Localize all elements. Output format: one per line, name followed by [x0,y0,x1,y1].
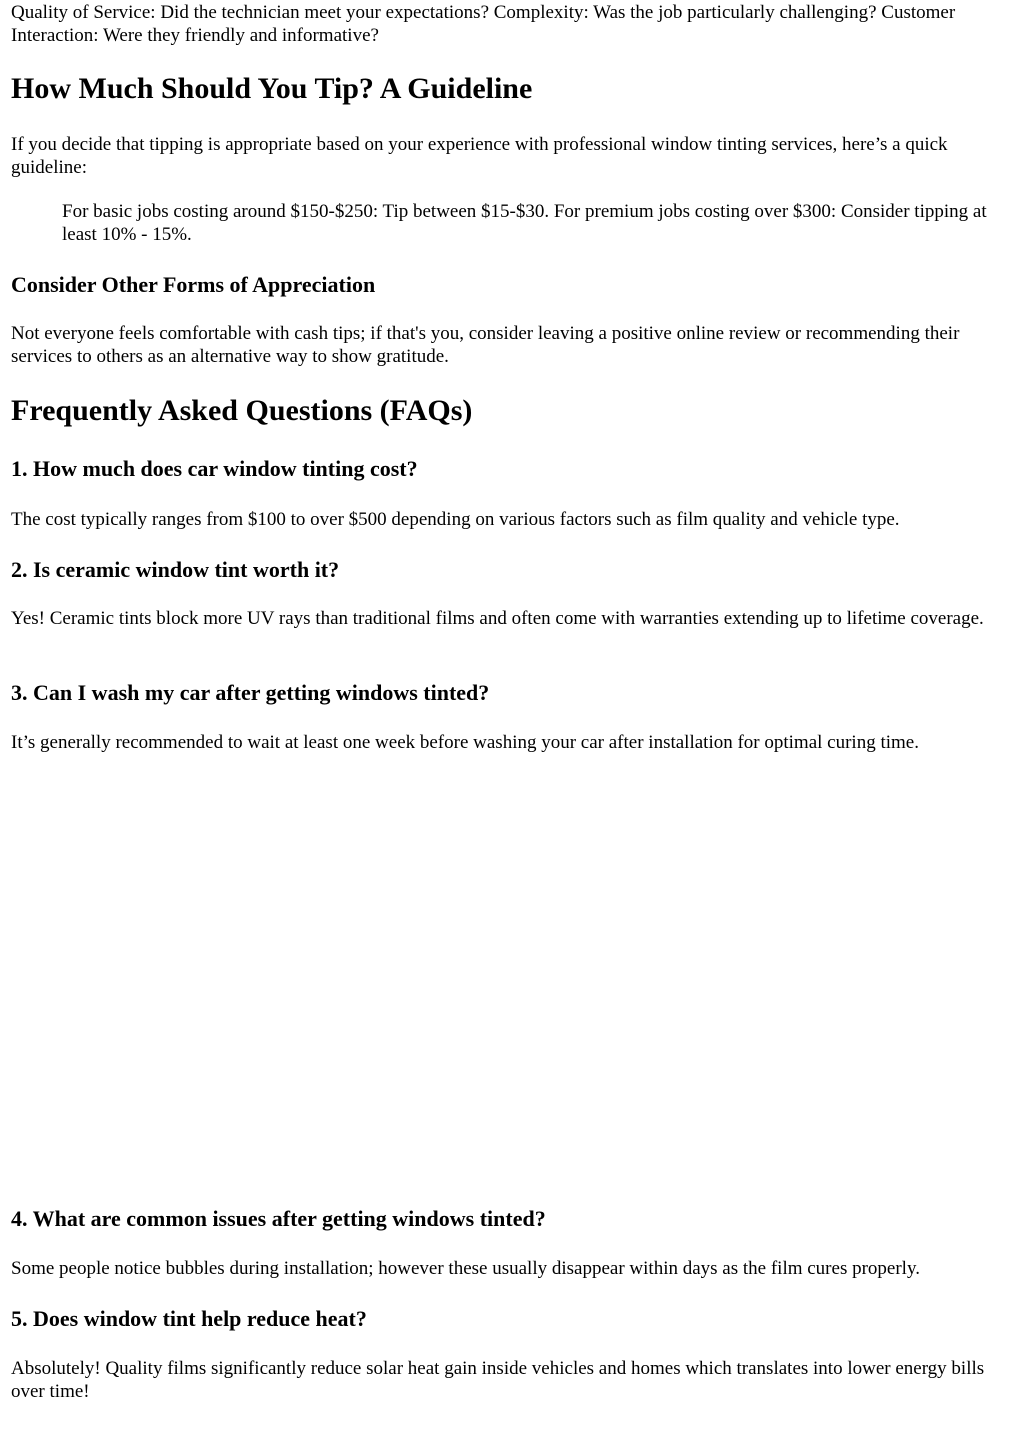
faq-question: 1. How much does car window tinting cost? [11,456,418,481]
faq-answer: Yes! Ceramic tints block more UV rays than traditional films and often come with warranties extending up to lifetime coverage. [11,608,984,629]
faq-heading: Frequently Asked Questions (FAQs) [11,394,473,427]
appreciation-paragraph: Not everyone feels comfortable with cash tips; if that's you, consider leaving a positive online review or recommending their services to others as an alternative way to show gratitude. [11,323,960,367]
faq-answer: The cost typically ranges from $100 to over $500 depending on various factors such as film quality and vehicle type. [11,509,900,530]
guideline-blockquote: For basic jobs costing around $150-$250: Tip between $15-$30. For premium jobs costing over $300: Consider tipping at least 10% - 15%. [62,201,987,245]
faq-question: 3. Can I wash my car after getting windows tinted? [11,680,490,705]
faq-question: 2. Is ceramic window tint worth it? [11,557,340,582]
intro-paragraph: Quality of Service: Did the technician meet your expectations? Complexity: Was the job particularly challenging? Customer Interaction: Were they friendly and informative? [11,2,956,46]
guideline-paragraph: If you decide that tipping is appropriate based on your experience with professional window tinting services, here’s a quick guideline: [11,134,948,178]
faq-answer: Absolutely! Quality films significantly reduce solar heat gain inside vehicles and homes which translates into lower energy bills over time! [11,1358,985,1402]
faq-answer: Some people notice bubbles during installation; however these usually disappear within days as the film cures properly. [11,1258,920,1279]
appreciation-heading: Consider Other Forms of Appreciation [11,272,376,297]
faq-question: 4. What are common issues after getting windows tinted? [11,1206,546,1231]
faq-answer: It’s generally recommended to wait at least one week before washing your car after installation for optimal curing time. [11,732,919,753]
guideline-heading: How Much Should You Tip? A Guideline [11,72,533,105]
faq-question: 5. Does window tint help reduce heat? [11,1306,367,1331]
